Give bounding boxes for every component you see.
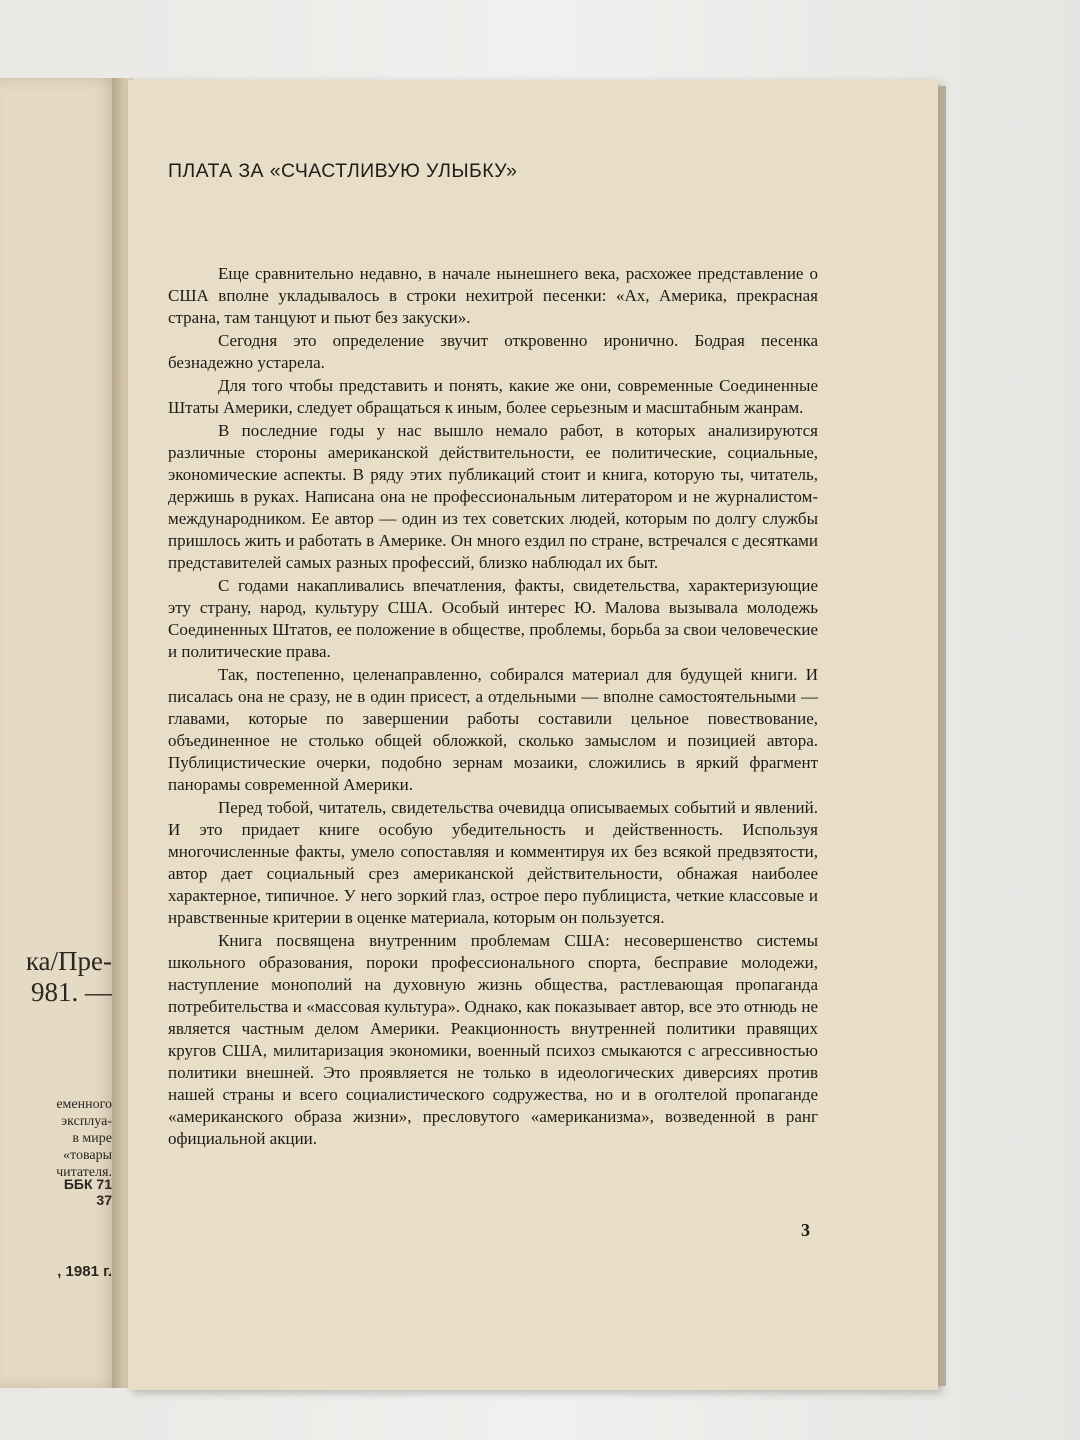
paragraph: Книга посвящена внутренним проблемам США: несовершенство системы школьного образования, пороки профессионального спорта, бесправие молодежи, наступление монополий на духовную жизнь общества, растлевающая пропаганда потребительства и «массовая культура». Однако, как показывает автор, все это отнюдь не является частным делом Америки. Реакционность внутренней политики правящих кругов США, милитаризация экономики, военный психоз смыкаются с агрессивностью политики внешней. Это проявляется не только в идеологических диверсиях против нашей страны и всего социалистического содружества, но и в оголтелой пропаганде «американского образа жизни», пресловутого «американизма», возведенной в ранг официальной акции.: [168, 931, 818, 1148]
paragraph: Для того чтобы представить и понять, какие же они, современные Соединенные Штаты Америки, следует обращаться к иным, более серьезным и масштабным жанрам.: [168, 376, 818, 417]
paragraph: С годами накапливались впечатления, факты, свидетельства, характеризующие эту страну, народ, культуру США. Особый интерес Ю. Малова вызывала молодежь Соединенных Штатов, ее положение в обществе, проблемы, борьба за свои человеческие и политические права.: [168, 576, 818, 661]
left-page-annotation: еменного эксплуа- в мире «товары читателя.: [56, 1097, 112, 1180]
paragraph: Еще сравнительно недавно, в начале нынешнего века, расхожее представление о США вполне укладывалось в строки нехитрой песенки: «Ах, Америка, прекрасная страна, там танцуют и пьют без закуски».: [168, 264, 818, 327]
left-page-bbk-code: ББК 71 37: [63, 1176, 112, 1208]
paragraph: Так, постепенно, целенаправленно, собирался материал для будущей книги. И писалась она не сразу, не в один присест, а отдельными — вполне самостоятельными — главами, которые по завершении работы составили цельное повествование, объединенное не столько общей обложкой, сколько замыслом и позицией автора. Публицистические очерки, подобно зернам мозаики, сложились в яркий фрагмент панорамы современной Америки.: [168, 665, 818, 794]
page-edge: [938, 86, 946, 1386]
paragraph: Перед тобой, читатель, свидетельства очевидца описываемых событий и явлений. И это придает книге особую убедительность и действенность. Используя многочисленные факты, умело сопоставляя и комментируя их без всякой предвзятости, автор дает социальный срез американской действительности, обнажая наиболее характерное, типичное. У него зоркий глаз, острое перо публициста, четкие классовые и нравственные критерии в оценке материала, которым он пользуется.: [168, 798, 818, 927]
body-text: [168, 263, 818, 1151]
right-page: [128, 80, 938, 1390]
page-number: 3: [801, 1220, 810, 1240]
left-page: [0, 78, 118, 1388]
paragraph: В последние годы у нас вышло немало работ, в которых анализируются различные стороны американской действительности, ее политические, социальные, экономические аспекты. В ряду этих публикаций стоит и книга, которую ты, читатель, держишь в руках. Написана она не профессиональным литератором и не журналистом-международником. Ее автор — один из тех советских людей, которым по долгу службы пришлось жить и работать в Америке. Он много ездил по стране, встречался с десятками представителей самых разных профессий, близко наблюдал их быт.: [168, 421, 818, 572]
left-page-year: , 1981 г.: [57, 1263, 112, 1280]
left-page-imprint-text: ка/Пре- 981. —: [25, 946, 112, 1007]
paragraph: Сегодня это определение звучит откровенно иронично. Бодрая песенка безнадежно устарела.: [168, 331, 818, 372]
chapter-heading: ПЛАТА ЗА «СЧАСТЛИВУЮ УЛЫБКУ»: [168, 160, 518, 182]
